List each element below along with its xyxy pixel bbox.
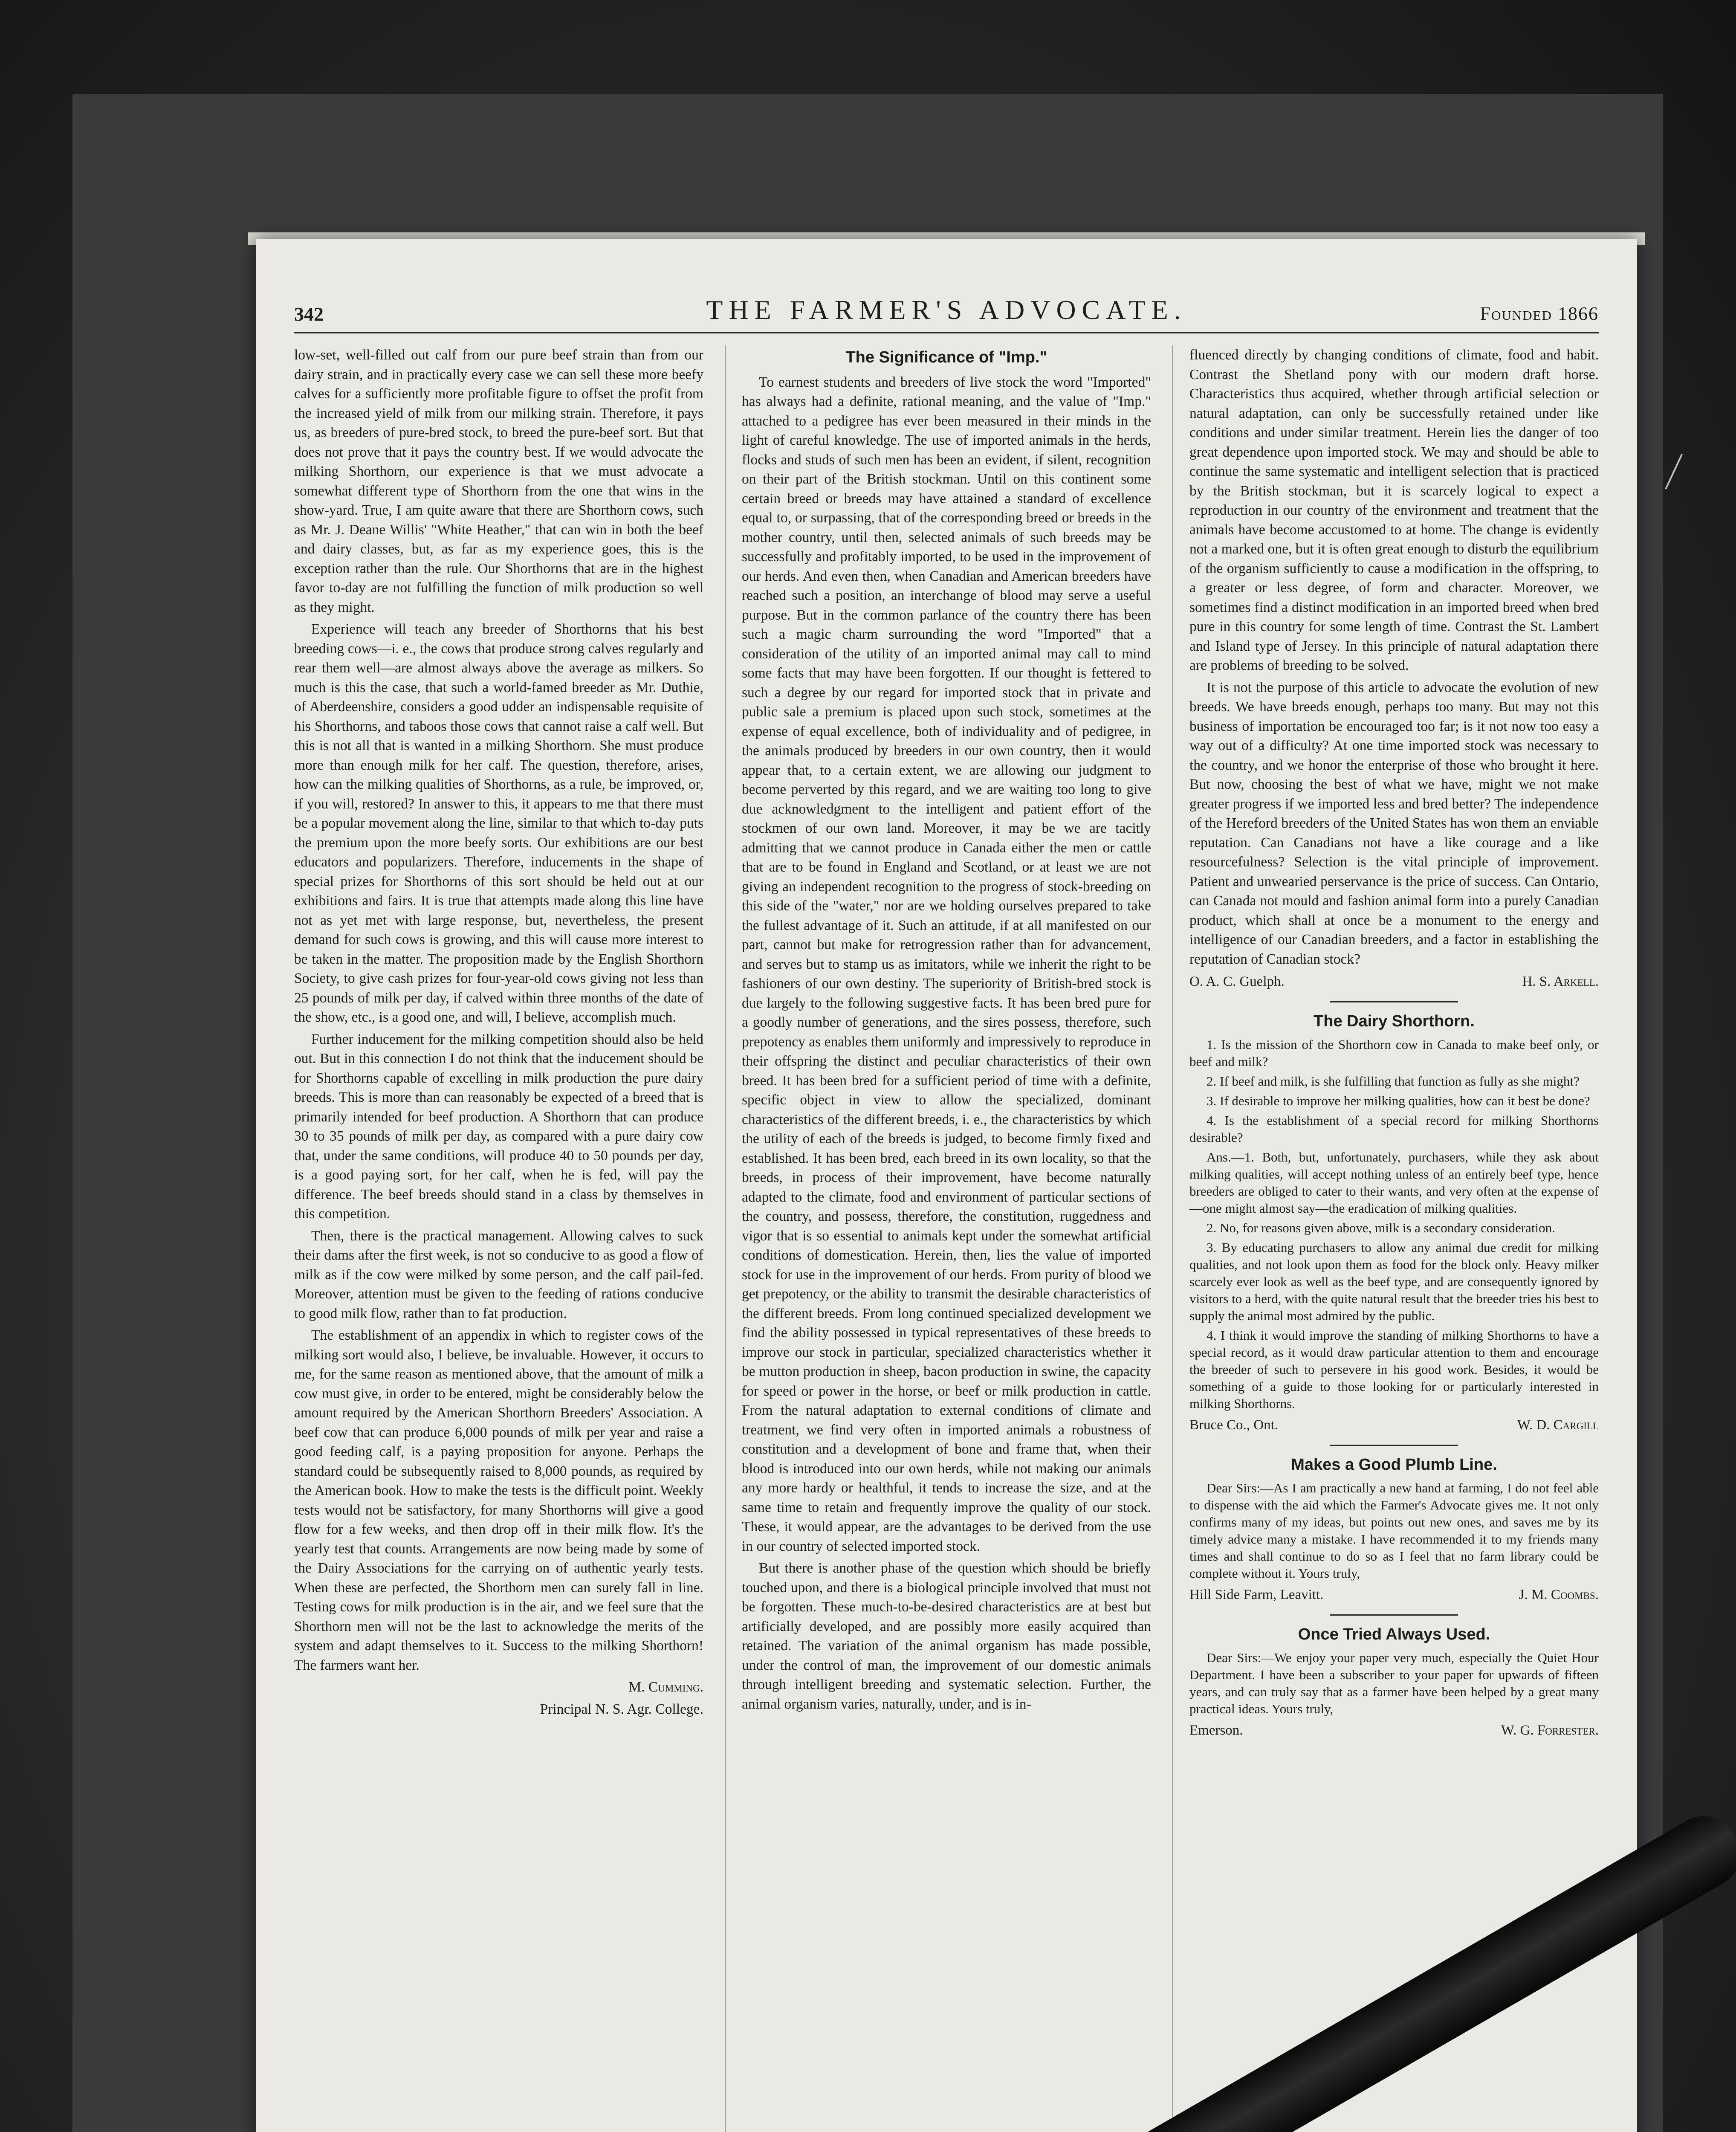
article-paragraph: Experience will teach any breeder of Shorthorns that his best breeding cows—i. e., the cows that produce strong calves regularly and rear them well—are almost always above the average as milkers. So much is this the case, that such a world-famed breeder as Mr. Duthie, of Aberdeenshire, considers a good udder an indispensable requisite of his Shorthorns, and taboos those cows that cannot raise a calf well. But this is not all that is wanted in a milking Shorthorn. She must produce more than enough milk for her calf. The question, therefore, arises, how can the milking qualities of Shorthorns, as a rule, be improved, or, if you will, restored? In answer to this, it appears to me that there must be a popular movement along the line, similar to that which to-day puts the premium upon the more beefy sorts. Our exhibitions are our best educators and popularizers. Therefore, inducements in the shape of special prizes for Shorthorns of this sort should be held out at our exhibitions and fairs. It is true that attempts made along this line have not as yet met with large response, but, nevertheless, the present demand for such cows is growing, and this will cause more interest to be taken in the matter. The proposition made by the English Shorthorn Society, to give cash prizes for four-year-old cows giving not less than 25 pounds of milk per day, if calved within three months of the date of the show, etc., is a good one, and will, I believe, accomplish much. [294, 621, 703, 1025]
answer: 3. By educating purchasers to allow any animal due credit for milking qualities, and not look upon them as food for the block only. Heavy milker scarcely ever look as well as the beef type, and are consequently ignored by visitors to a herd, with the quite natural result that the breeder tries his best to supply the animal most admired by the public. [1189, 1240, 1599, 1323]
signature-title: Principal N. S. Agr. College. [540, 1701, 703, 1717]
answer: Ans.—1. Both, but, unfortunately, purchasers, while they ask about milking qualities, will accept nothing unless of an entirely beef type, hence breeders are obliged to cater to their wants, and very often at the expense of—one might almost say—the eradication of milking qualities. [1189, 1150, 1599, 1216]
question: 1. Is the mission of the Shorthorn cow in Canada to make beef only, or beef and milk? [1189, 1037, 1599, 1069]
article-paragraph: It is not the purpose of this article to advocate the evolution of new breeds. We have breeds enough, perhaps too many. But may not this business of importation be encouraged too far; is it not now too easy a way out of a difficulty? At one time imported stock was necessary to the country, and we honor the enterprise of those who brought it here. But now, choosing the best of what we have, might we not make greater progress if we imported less and bred better? The independence of the Hereford breeders of the United States has won them an enviable reputation. Can Canadians not have a like courage and a like resourcefulness? Selection is the vital principle of improvement. Patient and unwearied perservance is the price of success. Can Ontario, can Canada not mould and fashion animal form into a purely Canadian product, which shall at once be a monument to the energy and intelligence of our Canadian breeders, and a factor in establishing the reputation of Canadian stock? [1189, 679, 1599, 967]
column-divider [725, 345, 726, 2132]
section-rule [1330, 1445, 1458, 1446]
signature-place: Hill Side Farm, Leavitt. [1189, 1587, 1324, 1602]
journal-title: THE FARMER'S ADVOCATE. [706, 295, 1187, 325]
dairy-qa [1189, 1036, 1599, 1412]
article-column-1 [294, 345, 703, 1721]
letter [1189, 1480, 1599, 1582]
column-divider [1172, 345, 1173, 2132]
article-paragraph: The establishment of an appendix in which to register cows of the milking sort would also, I believe, be invaluable. However, it occurs to me, for the same reason as mentioned above, that the amount of milk a cow must give, in order to be entered, might be considerably below the amount required by the American Shorthorn Breeders' Association. A beef cow that can produce 6,000 pounds of milk per year and raise a good feeding calf, is a paying proposition for anyone. Perhaps the standard could be subsequently raised to 8,000 pounds, as required by the American book. How to make the tests is the difficult point. Weekly tests would not be satisfactory, for many Shorthorns will give a good flow for a few weeks, and then drop off in their milk flow. It's the yearly test that counts. Arrangements are now being made by some of the Dairy Associations for the carrying on of authentic yearly tests. When these are perfected, the Shorthorn men can surely fall in line. Testing cows for milk production is in the air, and we feel sure that the Shorthorn men will not be the last to acknowledge the merits of the system and adapt themselves to it. Success to the milking Shorthorn! The farmers want her. [294, 1327, 703, 1673]
newspaper-page [256, 239, 1637, 2132]
letter-text: Dear Sirs:—As I am practically a new hand at farming, I do not feel able to dispense with the aid which the Farmer's Advocate gives me. It not only confirms many of my ideas, but points out new ones, and saves me by its timely advice many a mistake. I have recommended it to my friends many times and shall continue to do so as I feel that no farm library could be complete without it. Yours truly, [1189, 1480, 1599, 1581]
signature-place: Bruce Co., Ont. [1189, 1417, 1279, 1433]
question: 3. If desirable to improve her milking qualities, how can it best be done? [1207, 1093, 1590, 1108]
article-paragraph: But there is another phase of the question which should be briefly touched upon, and there is a biological principle involved that must not be forgotten. These much-to-be-desired characteristics are at best but artificially developed, and are possibly more easily acquired than retained. The variation of the animal organism has made possible, under the control of man, the improvement of our domestic animals through intelligent breeding and systematic selection. Further, the animal organism varies, naturally, under, and is in- [742, 1560, 1151, 1712]
section-title: Makes a Good Plumb Line. [1291, 1455, 1497, 1474]
masthead [294, 294, 1599, 328]
article-paragraph: fluenced directly by changing conditions of climate, food and habit. Contrast the Shetland pony with our modern draft horse. Characteristics thus acquired, whether through artificial selection or natural adaptation, can only be successfully retained under like conditions and under similar treatment. Herein lies the danger of too great dependence upon imported stock. We may and should be able to continue the same systematic and intelligent selection that is practiced by the British stockman, but it is scarcely logical to expect a reproduction in our country of the environment and treatment that the animals have become accustomed to at home. The change is evidently not a marked one, but it is often great enough to disturb the equilibrium of the organism sufficiently to cause a modification in the offspring, to a greater or less degree, of form and character. Moreover, we sometimes find a distinct modification in an imported breed when bred pure in this country for some length of time. Contrast the St. Lambert and Island type of Jersey. In this principle of natural adaptation there are problems of breeding to be solved. [1189, 347, 1599, 673]
article-paragraph: Then, there is the practical management. Allowing calves to suck their dams after the first week, is not so conducive to as good a flow of milk as if the cow were milked by some person, and the calf pail-fed. Moreover, attention must be given to the feeding of rations conducive to good milk flow, rather than to fat production. [294, 1228, 703, 1321]
signature-place: O. A. C. Guelph. [1189, 974, 1285, 989]
signature-row [1189, 972, 1599, 992]
section-title: Once Tried Always Used. [1298, 1625, 1490, 1643]
signature-name: H. S. Arkell. [1522, 974, 1599, 989]
letter [1189, 1649, 1599, 1718]
page-number: 342 [294, 303, 324, 325]
question: 2. If beef and milk, is she fulfilling that function as fully as she might? [1207, 1074, 1580, 1089]
section-title: The Dairy Shorthorn. [1314, 1012, 1475, 1030]
signature-row [1189, 1416, 1599, 1435]
article-title: The Significance of "Imp." [845, 348, 1047, 366]
article-paragraph: To earnest students and breeders of live stock the word "Imported" has always had a definite, rational meaning, and the value of "Imp." attached to a pedigree has ever been measured in their minds in the light of careful knowledge. The use of imported animals in the herds, flocks and studs of such men has been an evident, if silent, recognition on their part of the British stockman. Until on this continent some certain breed or breeds may have attained a standard of excellence equal to, or surpassing, that of the corresponding breed or breeds in the mother country, until then, selected animals of such breeds may be successfully and profitably imported, to be used in the improvement of our herds. And even then, when Canadian and American breeders have reached such a position, an interchange of blood may serve a useful purpose. But in the common parlance of the country there has been such a magic charm surrounding the word "Imported" that a consideration of the utility of an imported animal may call to mind some facts that may have been forgotten. If our thought is fettered to such a degree by our regard for imported stock that in private and public sale a premium is placed upon such stock, sometimes at the expense of equal excellence, both of individuality and of pedigree, in the animals produced by breeders in our own country, then it would appear that, to a certain extent, we are allowing our judgment to become perverted by this regard, and we are waiting too long to give due acknowledgment to the intelligent and patient effort of the stockmen of our own land. Moreover, it may be we are tacitly admitting that we cannot produce in Canada either the men or cattle that are to be found in England and Scotland, or at least we are not giving an independent recognition to the progress of stock-breeding on this side of the "water," nor are we holding ourselves prepared to take the fullest advantage of it. Such an attitude, if at all manifested on our part, cannot but make for retrogression rather than for advancement, and serves but to stamp us as imitators, while we inherit the right to be fashioners of our own destiny. The superiority of British-bred stock is due largely to the following suggestive facts. It has been bred pure for a goodly number of generations, and the sires possess, therefore, such prepotency as enables them uniformly and impressively to reproduce in their offspring the distinct and peculiar characteristics of their own breed. It has been bred for a sufficient period of time with a definite, specific object in view to allow the specialized, dominant characteristics of the different breeds, i. e., the characteristics by which the utility of each of the breeds is judged, to become firmly fixed and established. It has been bred, each breed in its own locality, so that the breeds, in process of their improvement, have become naturally adapted to the climate, food and environment of particular sections of the country, and possess, therefore, the constitution, ruggedness and vigor that is so essential to animals kept under the somewhat artificial conditions of domestication. Herein, then, lies the value of imported stock for use in the improvement of our herds. From purity of blood we get prepotency, or the ability to transmit the desirable characteristics of the different breeds. From long continued specialized development we find the ability possessed in typical representatives of these breeds to improve our stock in particular, specialized characteristics whether it be mutton production in sheep, bacon production in swine, the capacity for speed or power in the horse, or beef or milk production in cattle. From the natural adaptation to external conditions of climate and treatment, we find very often in imported animals a robustness of constitution and a development of bone and frame that, when their blood is introduced into our own herds, while not making our animals any more hardy or healthful, it tends to increase the size, and at the same time to retain and frequently improve the quality of our stock. These, it would appear, are the advantages to be derived from the use in our country of selected imported stock. [742, 374, 1151, 1554]
answer: 2. No, for reasons given above, milk is a secondary consideration. [1207, 1220, 1555, 1235]
signature-row [1189, 1585, 1599, 1605]
letter-text: Dear Sirs:—We enjoy your paper very much, especially the Quiet Hour Department. I have been a subscriber to your paper for upwards of fifteen years, and can truly say that as a farmer have been helped by a great many practical ideas. Yours truly, [1189, 1650, 1599, 1716]
question: 4. Is the establishment of a special record for milking Shorthorns desirable? [1189, 1113, 1599, 1145]
signature-name: W. D. Cargill [1517, 1417, 1599, 1433]
signature-name: W. G. Forrester. [1501, 1723, 1599, 1738]
signature-row [1189, 1721, 1599, 1741]
article-paragraph: Further inducement for the milking competition should also be held out. But in this connection I do not think that the inducement should be for Shorthorns capable of excelling in milk production the pure dairy breeds. This is more than can reasonably be expected of a breed that is primarily intended for beef production. A Shorthorn that can produce 30 to 35 pounds of milk per day, as compared with a pure dairy cow that, under the same conditions, will produce 40 to 50 pounds per day, is a good paying sort, for her calf, when he is fed, will pay the difference. The beef breeds should stand in a class by themselves in this competition. [294, 1031, 703, 1222]
section-rule [1330, 1614, 1458, 1616]
founded-note: Founded 1866 [1480, 303, 1599, 324]
article-paragraph: low-set, well-filled out calf from our pure beef strain than from our dairy strain, and in practically every case we can sell these more beefy calves for a sufficiently more profitable figure to offset the profit from the increased yield of milk from our milking strain. Therefore, it pays us, as breeders of pure-bred stock, to breed the pure-beef sort. But that does not prove that it pays the country best. If we would advocate the milking Shorthorn, our experience is that we must advocate a somewhat different type of Shorthorn from the one that wins in the show-yard. True, I am quite aware that there are Shorthorn cows, such as Mr. J. Deane Willis' "White Heather," that can win in both the beef and dairy classes, but, as far as my experience goes, this is the exception rather than the rule. Our Shorthorns that are in the highest favor to-day are not fulfilling the function of milk production so well as they might. [294, 347, 703, 615]
article-column-3 [1189, 345, 1599, 1743]
signature-name: M. Cumming. [628, 1679, 703, 1695]
masthead-rule [294, 332, 1599, 333]
article-column-2 [742, 345, 1151, 1716]
signature-name: J. M. Coombs. [1519, 1587, 1599, 1602]
section-rule [1330, 1001, 1458, 1002]
signature-place: Emerson. [1189, 1723, 1243, 1738]
answer: 4. I think it would improve the standing of milking Shorthorns to have a special record, as it would draw particular attention to them and encourage the breeder of such to persevere in his good work. Besides, it would be something of a guide to those looking for or particularly interested in milking Shorthorns. [1189, 1328, 1599, 1411]
